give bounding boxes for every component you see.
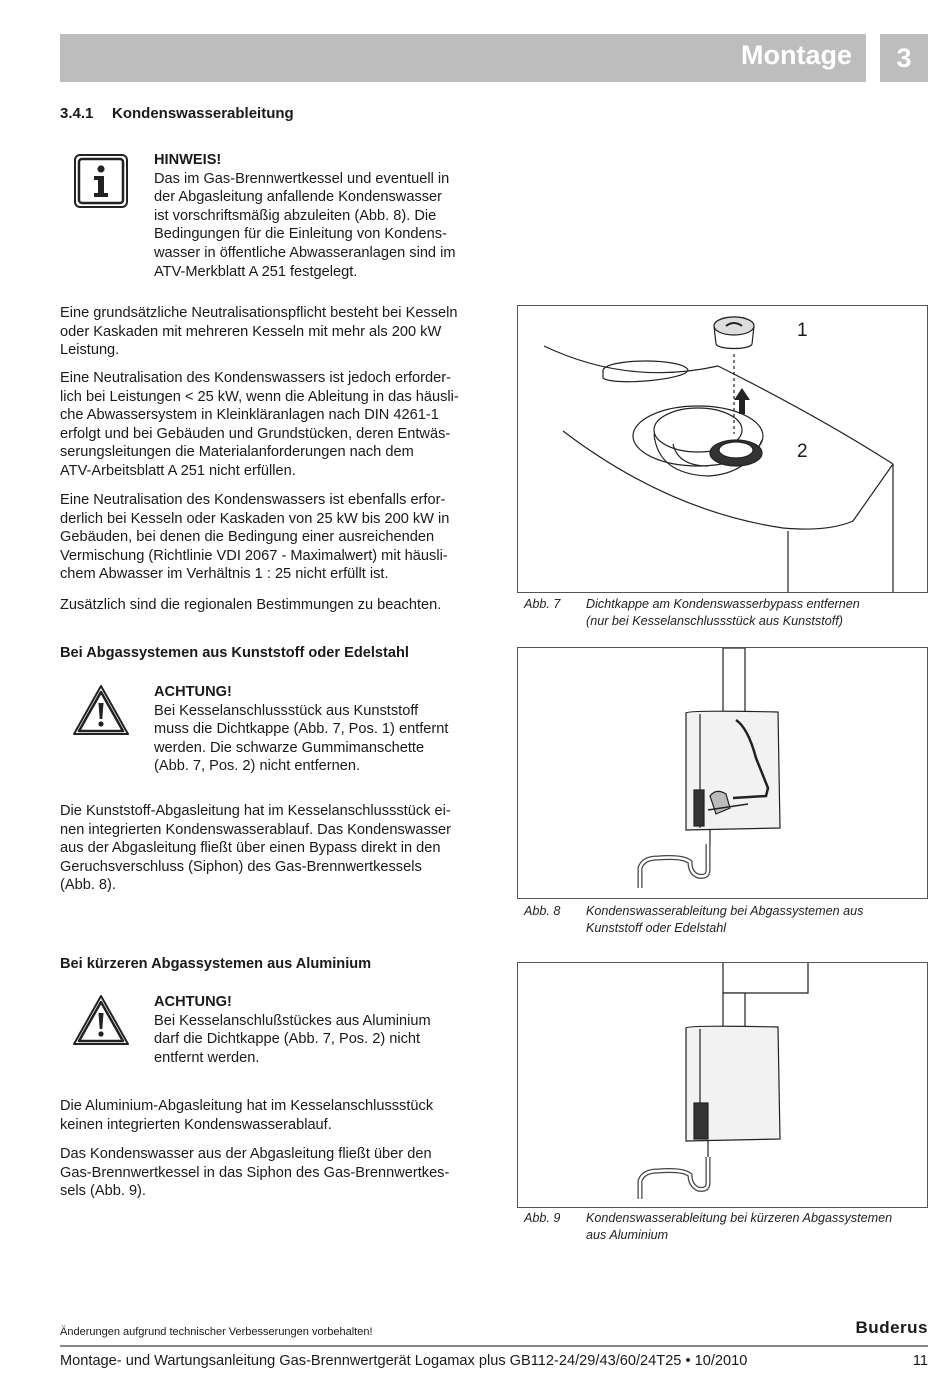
brand-logo: Buderus (855, 1318, 928, 1337)
caption-fig7 (524, 596, 924, 632)
info-icon (74, 154, 128, 208)
figure-7-drawing (518, 306, 927, 592)
caption-line: aus Aluminium (586, 1228, 669, 1242)
text-line: Bei Kesselanschlußstückes aus Aluminium (154, 1012, 431, 1029)
text-line: Die Aluminium-Abgasleitung hat im Kesselanschlussstück (60, 1098, 434, 1114)
caption-line: Kondenswasserableitung bei Abgassystemen aus (586, 904, 864, 918)
page-number: 11 (912, 1353, 928, 1369)
text-line: nen integrierten Kondenswasserablauf. Das Kondenswasser (60, 821, 452, 838)
hinweis-line: Bedingungen für die Einleitung von Kondens- (154, 226, 447, 243)
figure-9 (517, 962, 928, 1208)
text-line: Eine grundsätzliche Neutralisationspflicht besteht bei Kesseln (60, 305, 458, 321)
figure-label: Abb. 9 (524, 1211, 561, 1225)
text-line: keinen integrierten Kondenswasserablauf. (60, 1116, 332, 1133)
text-line: Geruchsverschluss (Siphon) des Gas-Brennwertkessels (60, 858, 422, 875)
text-line: Vermischung (Richtlinie VDI 2067 - Maximalwert) mit häusli- (60, 547, 448, 564)
text-line: ATV-Arbeitsblatt A 251 nicht erfüllen. (60, 462, 296, 479)
text-line: chem Abwasser im Verhältnis 1 : 25 nicht erfüllt ist. (60, 566, 389, 583)
text-line: muss die Dichtkappe (Abb. 7, Pos. 1) entfernt (154, 721, 449, 738)
footer-disclaimer: Änderungen aufgrund technischer Verbesserungen vorbehalten! (60, 1326, 373, 1338)
text-line: entfernt werden. (154, 1049, 260, 1066)
text-line: oder Kaskaden mit mehreren Kesseln mit mehr als 200 kW (60, 323, 442, 340)
text-line: Zusätzlich sind die regionalen Bestimmungen zu beachten. (60, 597, 442, 613)
text-line: Leistung. (60, 342, 120, 359)
caption-line: (nur bei Kesselanschlussstück aus Kunststoff) (586, 614, 843, 628)
warning-title: ACHTUNG! (154, 684, 232, 700)
paragraph-aluminium-1 (60, 1097, 470, 1134)
text-line: Das Kondenswasser aus der Abgasleitung fließt über den (60, 1146, 432, 1162)
text-line: che Abwassersystem in Kleinkläranlagen nach DIN 4261-1 (60, 407, 439, 424)
hinweis-line: ATV-Merkblatt A 251 festgelegt. (154, 263, 358, 280)
text-line: Gas-Brennwertkessel in das Siphon des Gas-Brennwertkes- (60, 1164, 450, 1181)
text-line: (Abb. 8). (60, 877, 116, 894)
figure-8 (517, 647, 928, 899)
text-line: (Abb. 7, Pos. 2) nicht entfernen. (154, 758, 361, 775)
text-line: Bei Kesselanschlussstück aus Kunststoff (154, 702, 419, 719)
text-line: sels (Abb. 9). (60, 1183, 146, 1200)
paragraph-4 (60, 596, 470, 615)
footer-divider (60, 1345, 928, 1347)
caption-line: Kunststoff oder Edelstahl (586, 921, 727, 935)
chapter-title: Montage (741, 40, 852, 70)
text-line: Gebäuden, bei denen die Bedingung einer ausreichenden (60, 529, 435, 546)
hinweis-line: der Abgasleitung anfallende Kondenswasser (154, 189, 443, 206)
hinweis-line: Das im Gas-Brennwertkessel und eventuell in (154, 170, 450, 187)
subheading-kunststoff: Bei Abgassystemen aus Kunststoff oder Edelstahl (60, 645, 409, 661)
subheading-aluminium: Bei kürzeren Abgassystemen aus Aluminium (60, 956, 372, 972)
warning-icon (72, 994, 130, 1046)
hinweis-line: ist vorschriftsmäßig abzuleiten (Abb. 8). Die (154, 207, 437, 224)
position-label-2: 2 (797, 441, 808, 462)
paragraph-aluminium-2 (60, 1145, 470, 1201)
hinweis-note (154, 151, 474, 281)
paragraph-2 (60, 369, 470, 481)
chapter-number: 3 (880, 34, 928, 82)
position-label-1: 1 (797, 320, 808, 341)
section-heading (60, 105, 294, 122)
text-line: derlich bei Kesseln oder Kaskaden von 25 kW bis 200 kW in (60, 510, 450, 527)
caption-line: Dichtkappe am Kondenswasserbypass entfernen (586, 597, 860, 611)
text-line: darf die Dichtkappe (Abb. 7, Pos. 2) nicht (154, 1031, 421, 1048)
text-line: serungsleitungen die Materialanforderungen nach dem (60, 444, 414, 461)
text-line: aus der Abgasleitung fließt über einen Bypass direkt in den (60, 840, 441, 857)
figure-7 (517, 305, 928, 593)
caption-line: Kondenswasserableitung bei kürzeren Abgassystemen (586, 1211, 893, 1225)
paragraph-kunststoff (60, 802, 470, 895)
hinweis-title: HINWEIS! (154, 152, 222, 168)
text-line: lich bei Leistungen < 25 kW, wenn die Ableitung in das häusli- (60, 388, 459, 405)
caption-fig9 (524, 1210, 924, 1246)
warning-note-1 (154, 683, 474, 776)
section-title: Kondenswasserableitung (112, 105, 294, 122)
header-bar (60, 34, 866, 82)
section-number: 3.4.1 (60, 105, 94, 122)
hinweis-line: wasser in öffentliche Abwasseranlagen sind im (154, 244, 456, 261)
warning-icon (72, 684, 130, 736)
text-line: werden. Die schwarze Gummimanschette (154, 739, 425, 756)
footer-document-title: Montage- und Wartungsanleitung Gas-Brennwertgerät Logamax plus GB112-24/29/43/60/24T25 • 10/2010 (60, 1353, 748, 1369)
figure-label: Abb. 8 (524, 904, 561, 918)
warning-note-2 (154, 993, 474, 1067)
figure-8-drawing (518, 648, 927, 898)
text-line: Die Kunststoff-Abgasleitung hat im Kesselanschlussstück ei- (60, 803, 451, 819)
figure-9-drawing (518, 963, 927, 1207)
caption-fig8 (524, 903, 924, 939)
paragraph-1 (60, 304, 470, 360)
warning-title: ACHTUNG! (154, 994, 232, 1010)
text-line: Eine Neutralisation des Kondenswassers ist ebenfalls erfor- (60, 492, 446, 508)
figure-label: Abb. 7 (524, 597, 561, 611)
text-line: Eine Neutralisation des Kondenswassers ist jedoch erforder- (60, 370, 451, 386)
paragraph-3 (60, 491, 470, 584)
text-line: erfolgt und bei Gebäuden und Grundstücken, deren Entwäs- (60, 425, 451, 442)
